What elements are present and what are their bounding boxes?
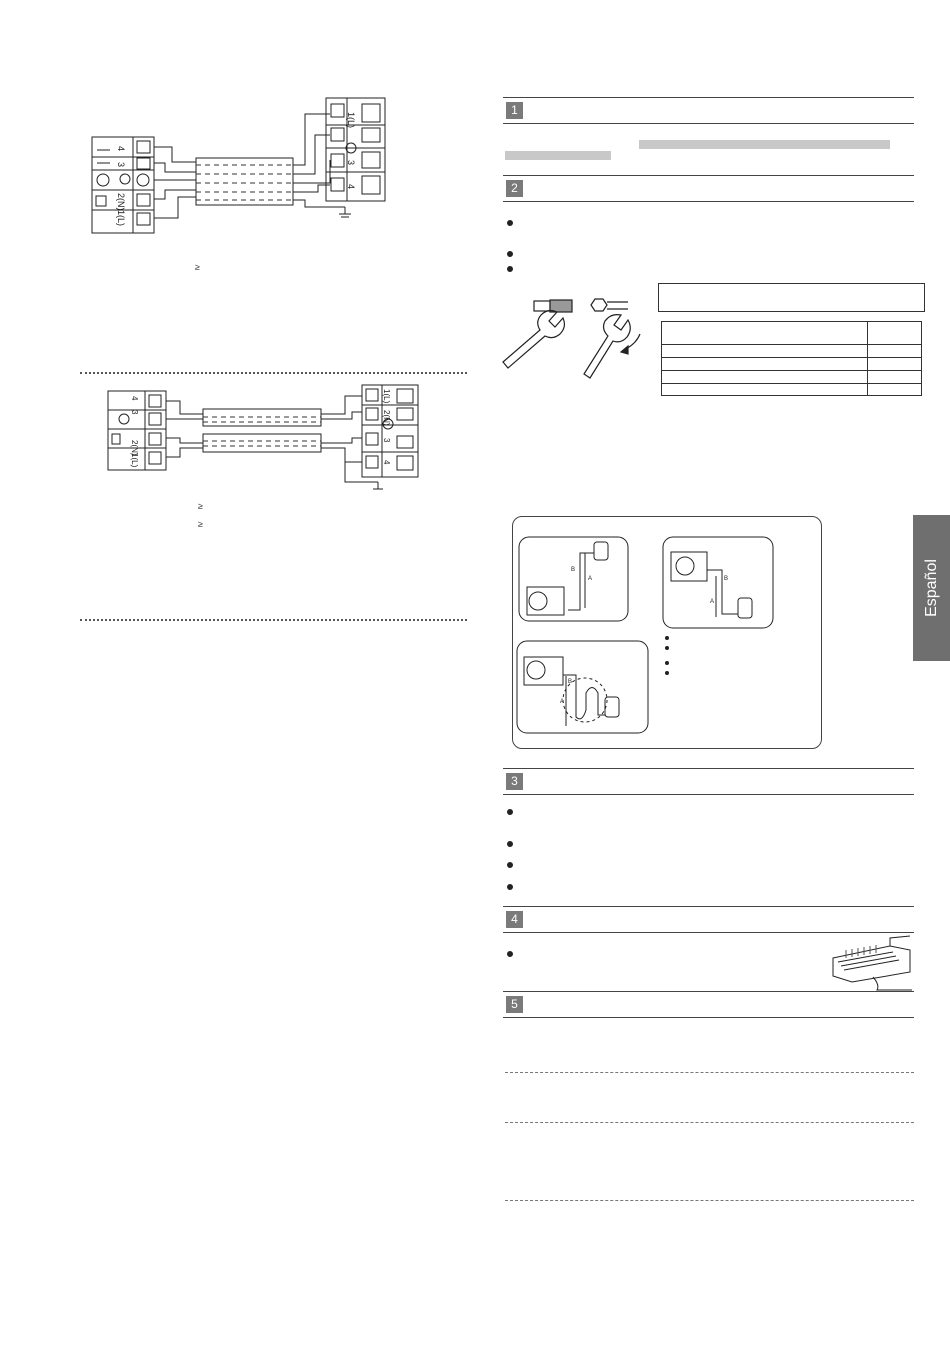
ge-symbol-1: ≥ bbox=[195, 262, 200, 272]
divider-dashed-2 bbox=[505, 1122, 914, 1123]
section-number: 3 bbox=[506, 773, 523, 790]
divider-dashed-3 bbox=[505, 1200, 914, 1201]
svg-text:3: 3 bbox=[116, 162, 126, 168]
svg-text:2(N): 2(N) bbox=[116, 193, 126, 211]
svg-text:4: 4 bbox=[382, 460, 391, 465]
svg-text:1(L): 1(L) bbox=[116, 210, 126, 227]
svg-text:A: A bbox=[710, 599, 715, 605]
language-tab[interactable] bbox=[913, 515, 950, 661]
section-number: 5 bbox=[506, 996, 523, 1013]
svg-text:B: B bbox=[571, 567, 576, 573]
svg-text:1(L): 1(L) bbox=[130, 453, 139, 468]
section-number: 4 bbox=[506, 911, 523, 928]
svg-text:2(N): 2(N) bbox=[382, 410, 391, 426]
svg-text:3: 3 bbox=[130, 410, 139, 415]
svg-text:2(N): 2(N) bbox=[130, 440, 139, 456]
ge-symbol-3: ≥ bbox=[198, 519, 203, 529]
language-tab-label: Español bbox=[922, 559, 940, 617]
section-5-header bbox=[503, 991, 914, 1018]
svg-text:A: A bbox=[560, 699, 565, 705]
top-right-term-1: 1(L) bbox=[346, 112, 356, 129]
svg-text:3: 3 bbox=[346, 160, 356, 166]
section-number: 2 bbox=[506, 180, 523, 197]
svg-text:4: 4 bbox=[346, 184, 356, 190]
svg-text:4: 4 bbox=[116, 146, 126, 152]
svg-text:B: B bbox=[724, 576, 729, 582]
section-number: 1 bbox=[506, 102, 523, 119]
svg-text:4: 4 bbox=[130, 396, 139, 401]
svg-text:B: B bbox=[568, 679, 573, 685]
svg-text:3: 3 bbox=[382, 438, 391, 443]
ge-symbol-2: ≥ bbox=[198, 501, 203, 511]
svg-text:1(L): 1(L) bbox=[382, 389, 391, 404]
divider-dashed-1 bbox=[505, 1072, 914, 1073]
svg-text:A: A bbox=[588, 576, 593, 582]
